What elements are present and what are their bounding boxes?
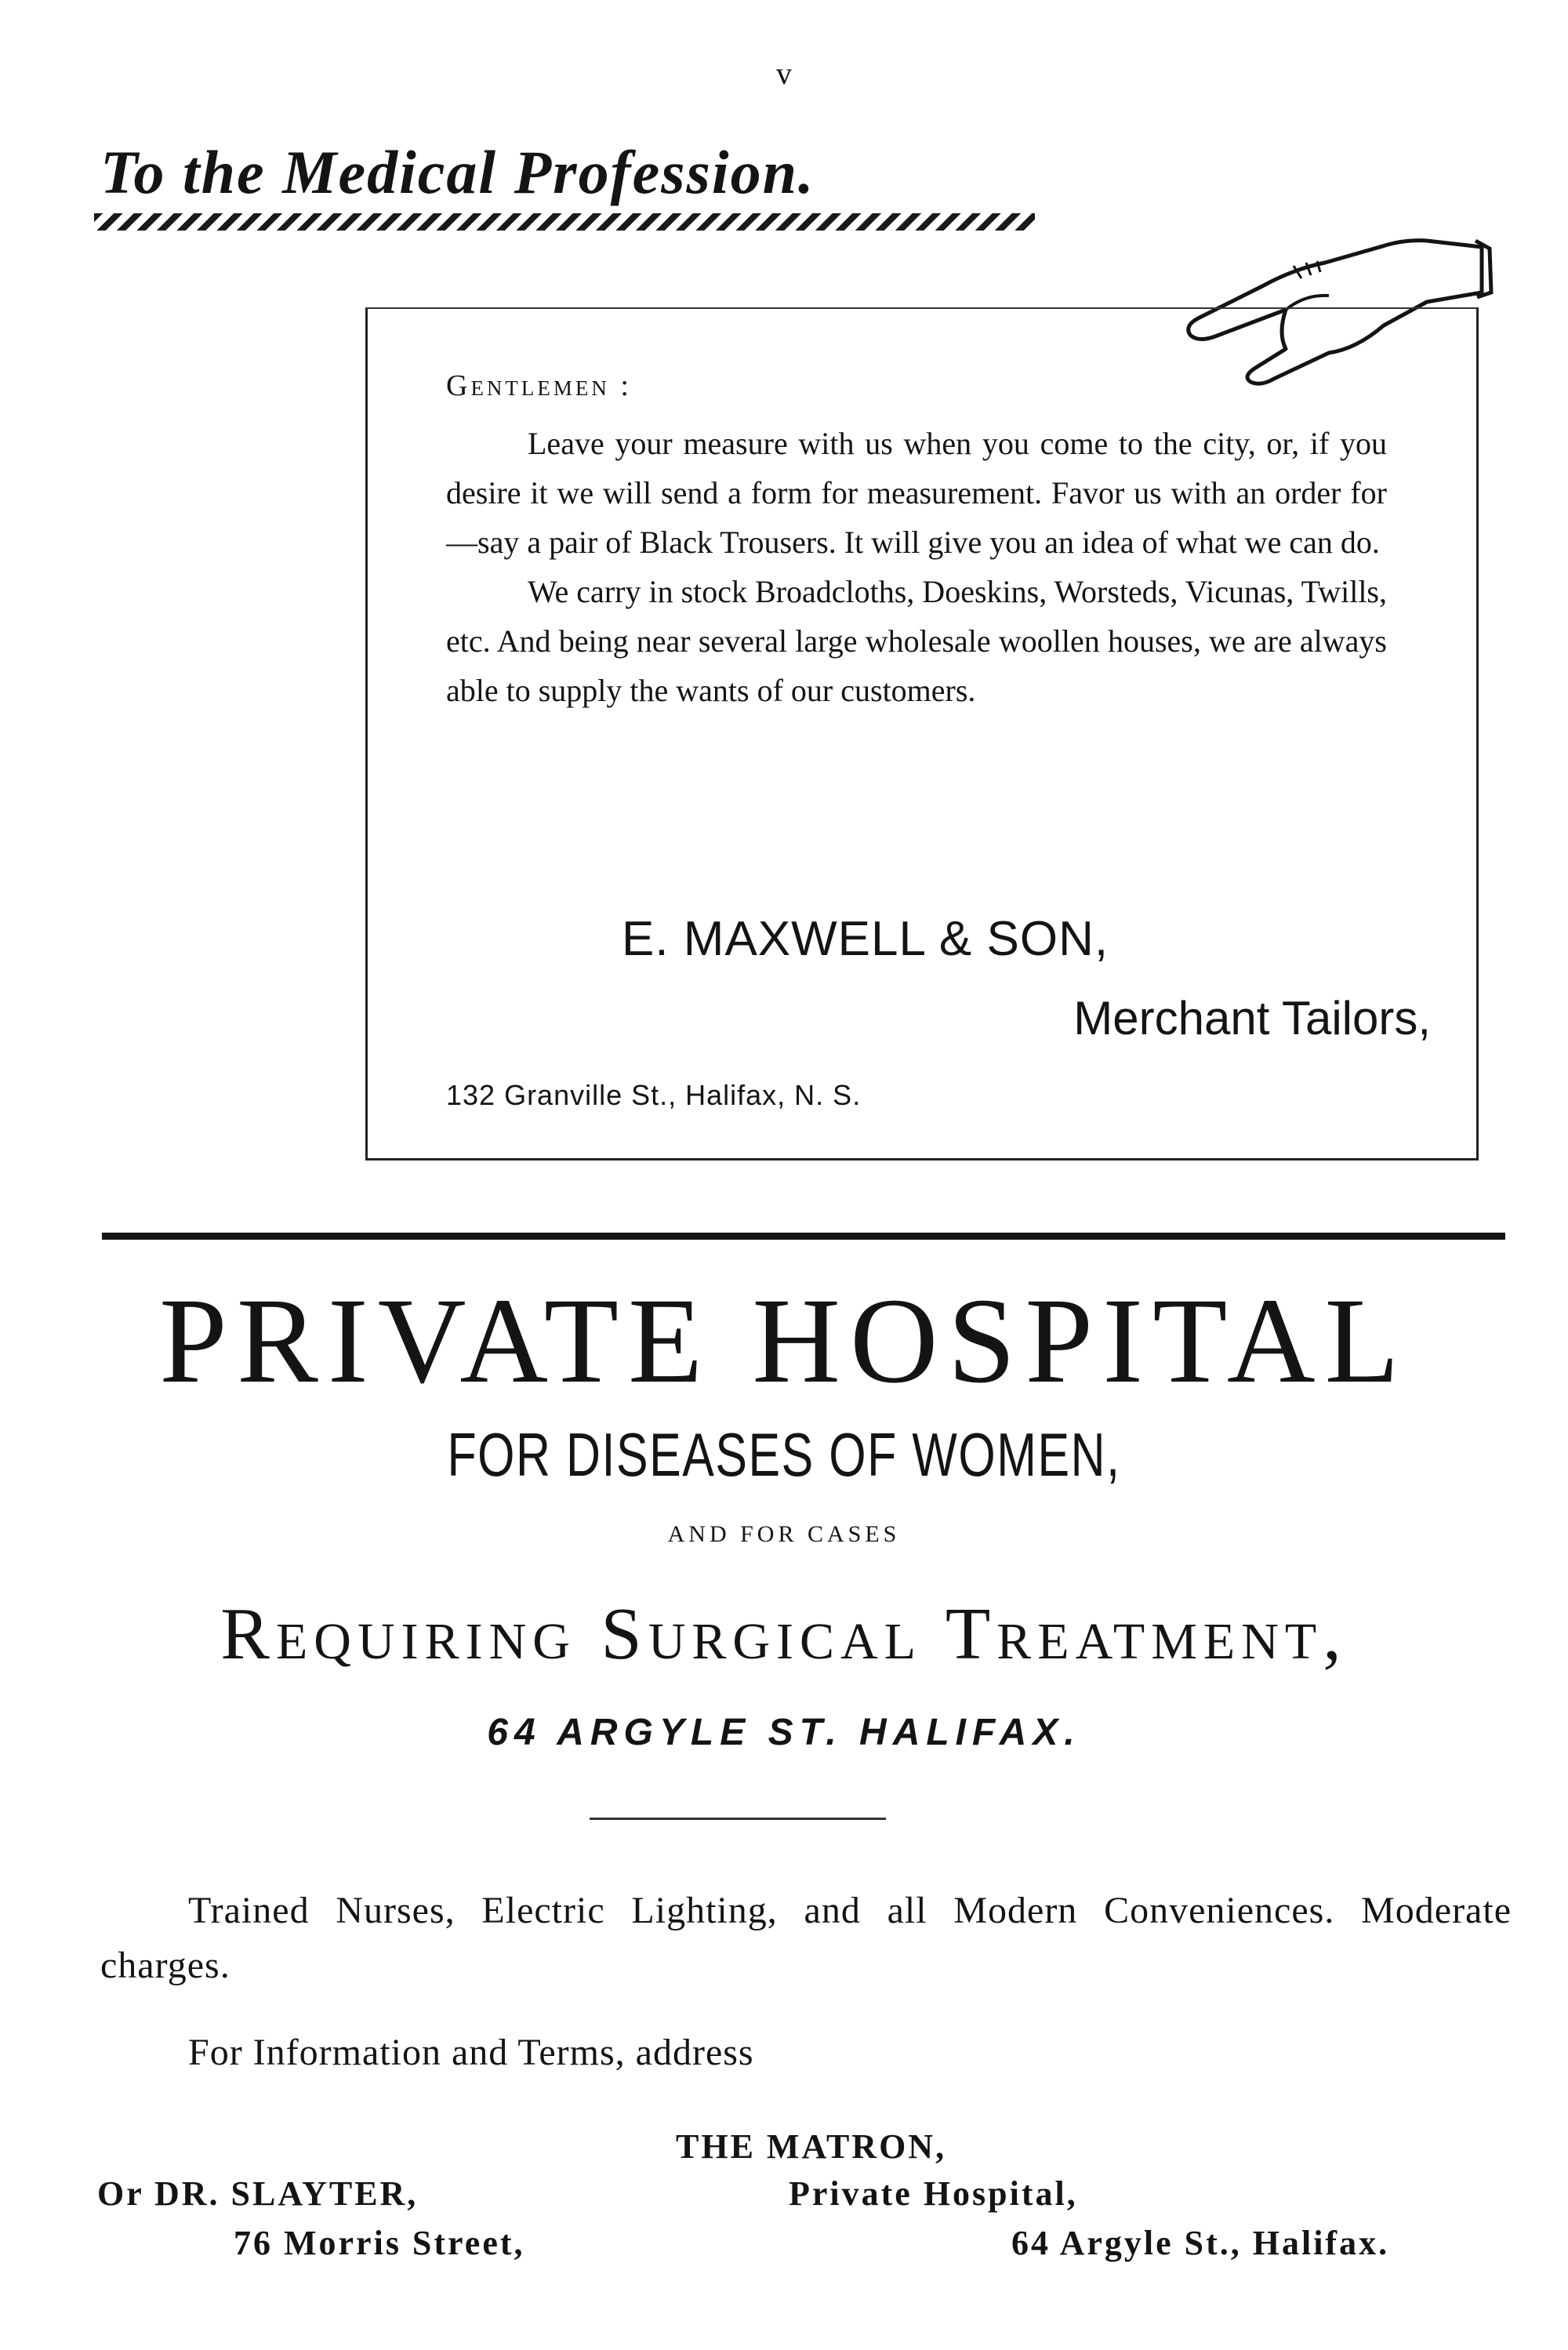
salutation: Gentlemen :: [446, 369, 632, 402]
decorative-zigzag-rule: [94, 213, 1035, 231]
doctor-name: Or DR. SLAYTER,: [97, 2174, 419, 2213]
tailor-ad-heading: To the Medical Profession.: [100, 138, 815, 206]
hospital-subtitle: FOR DISEASES OF WOMEN,: [447, 1420, 1121, 1489]
firm-trade: Merchant Tailors,: [1073, 992, 1431, 1044]
matron-name: THE MATRON,: [676, 2127, 947, 2166]
info-line: For Information and Terms, address: [188, 2032, 754, 2073]
matron-place: Private Hospital,: [789, 2174, 1078, 2213]
hospital-connector: AND FOR CASES: [667, 1521, 901, 1547]
tailor-ad-box: [365, 307, 1479, 1160]
firm-name: E. MAXWELL & SON,: [622, 912, 1109, 966]
ad-paragraph-2: We carry in stock Broadcloths, Doeskins, Worsteds, Vicunas, Twills, etc. And being near several large wholesale woollen houses, we are always able to supply the wants of our customers.: [446, 574, 1387, 708]
ad-paragraph-1: Leave your measure with us when you come to the city, or, if you desire it we will send a form for measurement. Favor us with an order for—say a pair of Black Trousers. It will give you an idea of what we can do.: [446, 426, 1387, 560]
doctor-address: 76 Morris Street,: [234, 2224, 525, 2262]
hospital-features: Trained Nurses, Electric Lighting, and all Modern Conveniences. Moderate charges.: [100, 1890, 1512, 1986]
page-number: v: [776, 56, 792, 91]
short-divider: [590, 1818, 886, 1820]
hospital-title: PRIVATE HOSPITAL: [159, 1273, 1409, 1408]
matron-address: 64 Argyle St., Halifax.: [1011, 2224, 1390, 2262]
section-divider: [102, 1233, 1505, 1240]
hospital-address: 64 ARGYLE ST. HALIFAX.: [487, 1712, 1081, 1753]
firm-address: 132 Granville St., Halifax, N. S.: [446, 1079, 862, 1111]
hospital-requiring-line: Requiring Surgical Treatment,: [220, 1593, 1348, 1675]
